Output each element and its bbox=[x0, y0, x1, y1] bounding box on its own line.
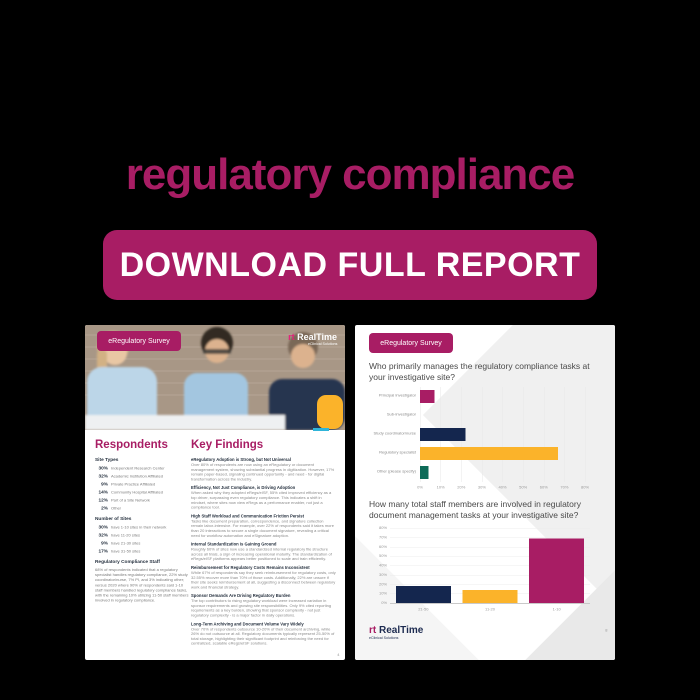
stat-percent: 12% bbox=[98, 497, 108, 503]
chart1-axis-tick: 10% bbox=[436, 485, 445, 490]
stat-label: Part of a Site Network bbox=[111, 498, 150, 503]
stat-percent: 17% bbox=[98, 548, 108, 554]
key-finding-heading: Sponsor Demands Are Driving Regulatory Burden bbox=[191, 593, 291, 599]
stat-percent: 32% bbox=[98, 473, 108, 479]
chart2-bar bbox=[396, 586, 451, 603]
key-finding-item bbox=[191, 457, 336, 482]
chart1-category-label: Sub-Investigator bbox=[386, 412, 416, 417]
key-finding-heading: High Staff Workload and Communication Friction Persist bbox=[191, 513, 304, 519]
chart2-plot-area bbox=[390, 528, 590, 604]
logo-rt-mark: rt bbox=[288, 332, 295, 342]
chart1-axis-tick: 50% bbox=[519, 485, 528, 490]
key-finding-body: The top contributors to rising regulatory workload were increased variation in sponsor requirements and growing site responsibilities. Only 9% cited reporting requirements as a key burden, showing that sponsor complexity - not just regulatory complexity - is a major factor in daily operations. bbox=[191, 598, 332, 618]
key-finding-item bbox=[191, 593, 336, 618]
stat-label: have 21-30 sites bbox=[111, 541, 141, 546]
respondents-sections bbox=[95, 457, 189, 603]
chart1-gridline bbox=[564, 387, 565, 482]
chart2-question: How many total staff members are involved in regulatory document management tasks at your investigative site? bbox=[369, 499, 581, 521]
realtime-logo bbox=[272, 332, 337, 351]
key-findings-column bbox=[191, 457, 337, 657]
chart2-bar bbox=[463, 590, 518, 603]
chart2-axis-tick: 70% bbox=[378, 534, 387, 540]
stat-label: have 11-20 sites bbox=[111, 533, 141, 538]
chart2-axis-tick: 50% bbox=[378, 553, 387, 559]
key-finding-body: Over 70% of respondents outsource 10-20% of their document archiving, while 26% do not outsource at all. Regulatory documents typically represent 25-50% of total storage, highlighting their significant footprint and reinforcing the need for centralized, scalable eRegs/eISF solutions. bbox=[191, 626, 335, 646]
respondent-stat-row bbox=[95, 498, 189, 504]
stat-percent: 14% bbox=[98, 489, 108, 495]
respondent-stat-row bbox=[95, 474, 189, 480]
key-finding-item bbox=[191, 621, 336, 646]
chart1-gridline bbox=[503, 387, 504, 482]
key-finding-item bbox=[191, 513, 336, 538]
chart1-axis-tick: 0% bbox=[417, 485, 423, 490]
key-finding-heading: Reimbursement for Regulatory Costs Remains Inconsistent bbox=[191, 564, 310, 570]
chart2-bar bbox=[529, 538, 584, 603]
chart1-gridline bbox=[523, 387, 524, 482]
chart1-bar bbox=[420, 428, 465, 441]
chart2-axis-tick: 80% bbox=[378, 525, 387, 530]
respondent-stat-row bbox=[95, 525, 189, 531]
key-finding-item bbox=[191, 565, 336, 590]
realtime-logo-text bbox=[369, 625, 434, 636]
key-findings-list bbox=[191, 457, 336, 646]
chart1-axis-tick: 70% bbox=[560, 485, 569, 490]
logo-name: RealTime bbox=[379, 625, 424, 636]
stat-label: have 1-10 sites in their network bbox=[111, 525, 167, 530]
survey-badge: eRegulatory Survey bbox=[97, 331, 181, 351]
respondents-column bbox=[95, 457, 189, 655]
stat-label: Independent Research Center bbox=[111, 466, 165, 471]
key-finding-body: Roughly 60% of sites now use a standardized internal regulatory file structure across all trials, a sign of increasing operational maturity. The standardization of eRegs/eISF platforms appears better positioned to scale and train efficiently. bbox=[191, 547, 332, 562]
stat-percent: 30% bbox=[98, 465, 108, 471]
chart1-bar bbox=[420, 390, 434, 403]
stat-percent: 32% bbox=[98, 532, 108, 538]
page-title: regulatory compliance bbox=[125, 150, 575, 199]
logo-tagline: eClinical Solutions bbox=[369, 636, 399, 641]
key-finding-item bbox=[191, 485, 336, 510]
stat-label: Academic Institution Affiliated bbox=[111, 474, 163, 479]
chart2-gridline bbox=[390, 528, 590, 529]
key-finding-heading: Long-Term Archiving and Document Volume Vary Widely bbox=[191, 621, 304, 627]
chart1-category-label: Principal Investigator bbox=[378, 393, 416, 398]
cyan-accent-strip bbox=[313, 428, 329, 431]
chart1-plot-area bbox=[420, 387, 585, 482]
key-finding-body: While 67% of respondents say they seek reimbursement for regulatory costs, only 32.55% recover more than 70% of those costs. Additionally, 22% are unsure if their site seeks reimbursement at all, suggesting a disconnect between regulatory work and financial strategy. bbox=[191, 570, 336, 590]
respondent-stat-row bbox=[95, 482, 189, 488]
chart1-axis-tick: 80% bbox=[580, 485, 590, 490]
chart1-gridline bbox=[544, 387, 545, 482]
chart1-axis-tick: 60% bbox=[539, 485, 548, 490]
respondents-paragraph: 68% of respondents indicated that a regulatory specialist handles regulatory compliance, 22% study coordinator/nurse, 7% PI, and 3% indicating other; versus 2020 where 90% of respondents said 1-10 staff members handled regulatory compliance tasks, with the remaining 10% utilizing 11-50 staff members involved in regulatory compliance. bbox=[95, 567, 189, 603]
chart1-bar bbox=[420, 447, 558, 460]
respondent-stat-row bbox=[95, 541, 189, 547]
chart1-category-label: Regulatory specialist bbox=[379, 450, 416, 455]
stat-percent: 2% bbox=[101, 505, 108, 511]
chart1-question: Who primarily manages the regulatory compliance tasks at your investigative site? bbox=[369, 361, 590, 383]
logo-name: RealTime bbox=[297, 332, 337, 342]
respondent-stat-row bbox=[95, 490, 189, 496]
download-report-button[interactable]: DOWNLOAD FULL REPORT bbox=[103, 230, 597, 300]
key-finding-body: When asked why they adopted eRegs/eISF, 55% cited improved efficiency as a top driver, surpassing even regulatory compliance. This indicates a shift in mindset, where sites now view eRegs as a performance enabler, not just a compliance tool. bbox=[191, 490, 332, 510]
chart2-category-label: 11-20 bbox=[485, 607, 495, 612]
chart2-axis-tick: 10% bbox=[378, 591, 387, 596]
realtime-logo bbox=[369, 625, 434, 645]
report-page-2 bbox=[355, 325, 615, 660]
stat-label: Community Hospital Affiliated bbox=[111, 490, 163, 495]
chart2-category-label: 1-10 bbox=[552, 607, 561, 612]
chart2-axis-tick: 20% bbox=[378, 581, 387, 587]
key-finding-body: Tasks like document preparation, correspondence, and signature collection remain labor-intensive. For example, over 22% of respondents said it takes more than 20 interactions to secure a single document signature, revealing a critical need for workflow automation and eSignature adoption. bbox=[191, 518, 334, 538]
chart1-category-label: Other (please specify) bbox=[376, 469, 416, 474]
logo-tagline: eClinical Solutions bbox=[307, 342, 337, 347]
key-finding-body: Over 80% of respondents are now using an eRegulatory or document management system, showing substantial progress in digitization. However, 17% remain paper-based, signaling continued opportunity - and need - for digital transformation across the industry. bbox=[191, 462, 335, 482]
key-findings-heading: Key Findings bbox=[191, 439, 264, 451]
chart1-bar bbox=[420, 466, 428, 479]
chart1-horizontal-bars bbox=[367, 387, 605, 493]
stat-percent: 9% bbox=[101, 481, 108, 487]
respondents-subheading: Regulatory Compliance Staff bbox=[95, 559, 160, 565]
page-number: 4 bbox=[336, 652, 339, 657]
chart1-axis-tick: 20% bbox=[457, 485, 466, 490]
chart2-axis-tick: 40% bbox=[378, 563, 387, 568]
respondent-stat-row bbox=[95, 506, 189, 512]
chart1-gridline bbox=[482, 387, 483, 482]
survey-badge: eRegulatory Survey bbox=[369, 333, 453, 353]
chart2-category-label: 21-50 bbox=[418, 607, 429, 612]
chart2-axis-tick: 60% bbox=[378, 544, 387, 549]
yellow-accent-shape bbox=[317, 395, 343, 429]
key-finding-heading: eRegulatory Adoption is Strong, but Not Universal bbox=[191, 457, 291, 462]
chart2-axis-tick: 0% bbox=[381, 600, 387, 605]
chart1-gridline bbox=[585, 387, 586, 482]
realtime-logo-text bbox=[272, 332, 337, 342]
respondent-stat-row bbox=[95, 549, 189, 555]
stat-label: Other bbox=[111, 506, 122, 511]
chart2-axis-tick: 30% bbox=[378, 572, 387, 577]
key-finding-item bbox=[191, 542, 336, 562]
respondents-heading: Respondents bbox=[95, 439, 168, 451]
respondent-stat-row bbox=[95, 466, 189, 472]
chart1-category-label: Study coordinator/nurse bbox=[373, 431, 416, 436]
chart1-axis-tick: 30% bbox=[477, 485, 486, 490]
respondents-subheading: Site Types bbox=[95, 457, 119, 463]
stat-label: have 31-50 sites bbox=[111, 549, 141, 554]
page-number: 8 bbox=[604, 628, 607, 633]
stat-label: Private Practice Affiliated bbox=[111, 482, 156, 487]
chart2-vertical-bars bbox=[367, 525, 607, 621]
key-finding-heading: Internal Standardization is Gaining Ground bbox=[191, 541, 277, 547]
stat-percent: 9% bbox=[101, 540, 108, 546]
key-finding-heading: Efficiency, Not Just Compliance, is Driving Adoption bbox=[191, 485, 296, 491]
report-page-1 bbox=[85, 325, 345, 660]
respondent-stat-row bbox=[95, 533, 189, 539]
stat-percent: 30% bbox=[98, 524, 108, 530]
respondents-subheading: Number of Sites bbox=[95, 516, 132, 522]
chart1-axis-tick: 40% bbox=[498, 485, 507, 490]
logo-rt-mark: rt bbox=[369, 625, 377, 636]
